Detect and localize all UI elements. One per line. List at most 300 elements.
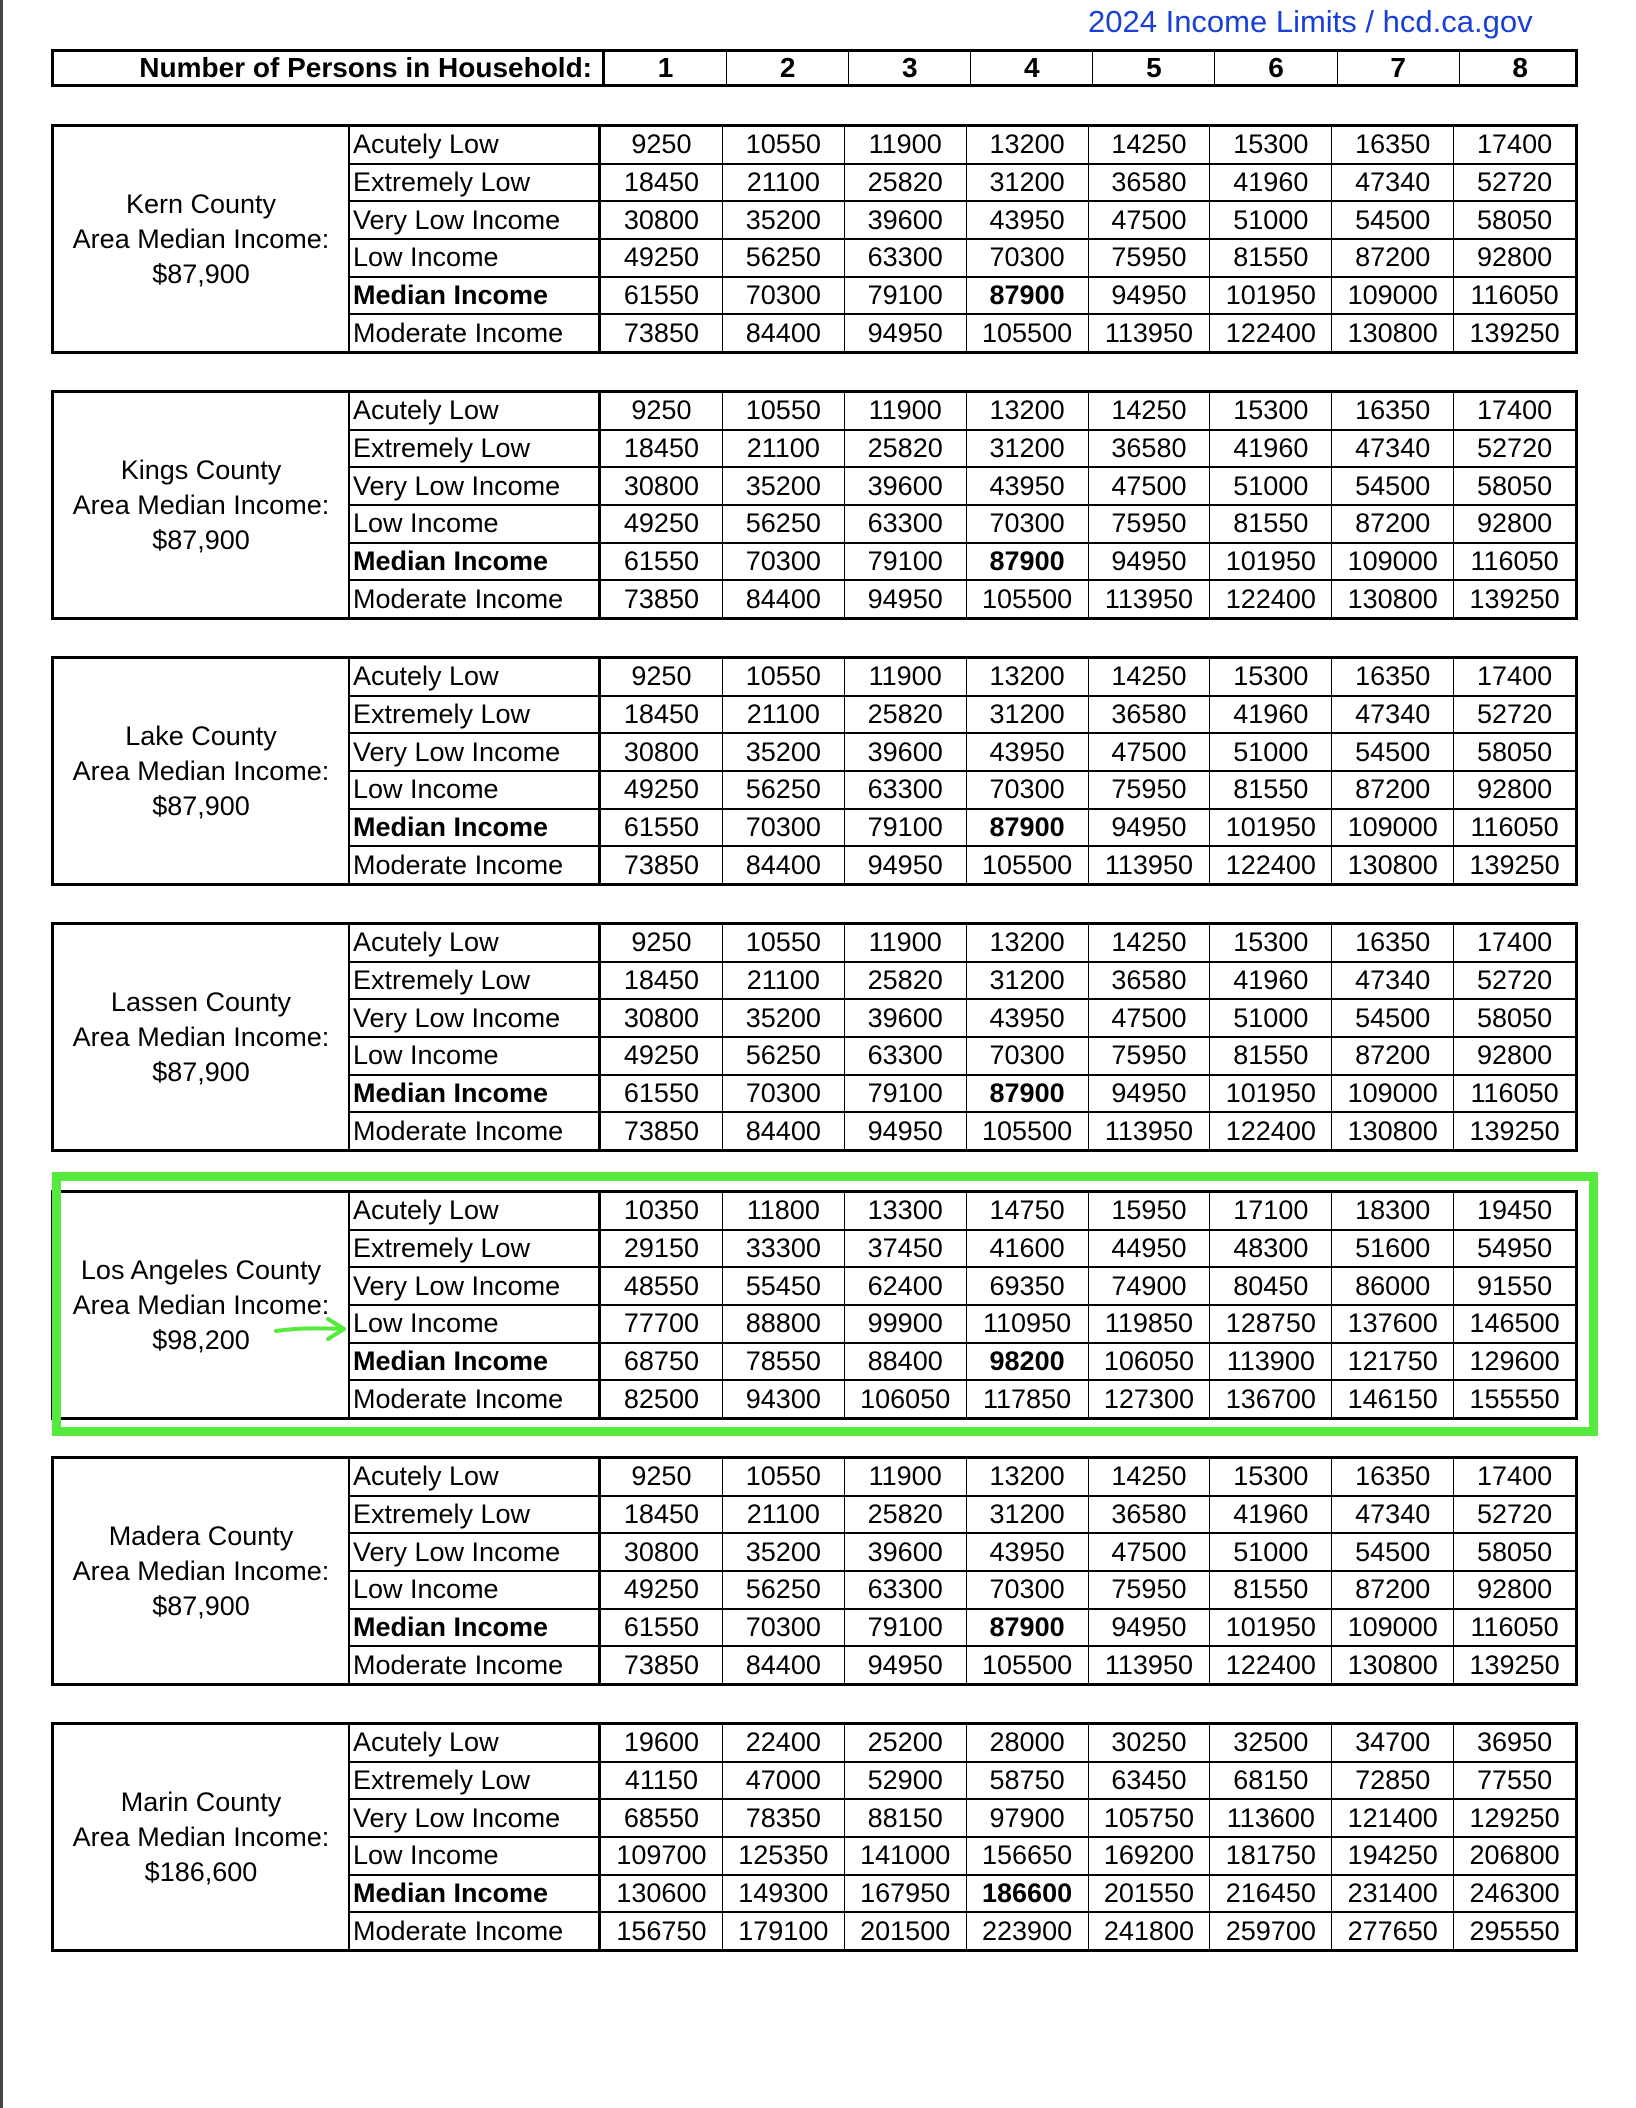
income-value: 39600 bbox=[844, 202, 966, 238]
income-value: 105750 bbox=[1088, 1800, 1210, 1836]
income-value: 63300 bbox=[844, 240, 966, 276]
income-value: 14250 bbox=[1088, 659, 1210, 695]
income-row bbox=[350, 732, 1575, 770]
ami-label: Area Median Income: bbox=[72, 489, 330, 520]
income-value: 101950 bbox=[1209, 810, 1331, 846]
income-row bbox=[350, 504, 1575, 542]
income-value: 92800 bbox=[1453, 1038, 1575, 1074]
income-category: Low Income bbox=[350, 1306, 600, 1342]
income-value: 9250 bbox=[600, 1459, 722, 1495]
income-value: 35200 bbox=[722, 468, 844, 504]
income-row bbox=[350, 1036, 1575, 1074]
income-value: 31200 bbox=[966, 1497, 1088, 1533]
income-row bbox=[350, 1459, 1575, 1495]
income-value: 87900 bbox=[966, 1610, 1088, 1646]
income-value: 15300 bbox=[1209, 659, 1331, 695]
income-value: 101950 bbox=[1209, 544, 1331, 580]
income-value: 98200 bbox=[966, 1344, 1088, 1380]
income-rows bbox=[350, 1725, 1575, 1949]
ami-label: Area Median Income: bbox=[72, 1289, 330, 1320]
income-value: 52720 bbox=[1453, 431, 1575, 467]
income-value: 61550 bbox=[600, 278, 722, 314]
income-value: 49250 bbox=[600, 772, 722, 808]
household-size-label: Number of Persons in Household: bbox=[54, 52, 604, 84]
income-value: 21100 bbox=[722, 963, 844, 999]
income-value: 73850 bbox=[600, 1647, 722, 1683]
ami-value: $87,900 bbox=[152, 258, 250, 289]
income-row bbox=[350, 1874, 1575, 1912]
income-value: 63450 bbox=[1088, 1763, 1210, 1799]
income-value: 94950 bbox=[1088, 1610, 1210, 1646]
income-category: Acutely Low bbox=[350, 127, 600, 163]
income-value: 130800 bbox=[1331, 1647, 1453, 1683]
ami-label: Area Median Income: bbox=[72, 1821, 330, 1852]
income-value: 105500 bbox=[966, 581, 1088, 617]
income-value: 91550 bbox=[1453, 1268, 1575, 1304]
income-value: 63300 bbox=[844, 1572, 966, 1608]
income-category: Median Income bbox=[350, 1876, 600, 1912]
income-value: 101950 bbox=[1209, 1076, 1331, 1112]
income-value: 47500 bbox=[1088, 734, 1210, 770]
income-category: Acutely Low bbox=[350, 393, 600, 429]
income-value: 70300 bbox=[722, 810, 844, 846]
income-value: 122400 bbox=[1209, 315, 1331, 351]
income-value: 18300 bbox=[1331, 1193, 1453, 1229]
ami-value: $87,900 bbox=[152, 524, 250, 555]
income-value: 169200 bbox=[1088, 1838, 1210, 1874]
income-category: Median Income bbox=[350, 278, 600, 314]
income-value: 43950 bbox=[966, 1000, 1088, 1036]
persons-4: 4 bbox=[970, 52, 1092, 84]
ami-value: $98,200 bbox=[152, 1324, 250, 1355]
income-value: 70300 bbox=[966, 1572, 1088, 1608]
income-category: Extremely Low bbox=[350, 1763, 600, 1799]
income-value: 87900 bbox=[966, 810, 1088, 846]
income-value: 74900 bbox=[1088, 1268, 1210, 1304]
ami-label: Area Median Income: bbox=[72, 1555, 330, 1586]
income-value: 30800 bbox=[600, 1000, 722, 1036]
income-value: 54950 bbox=[1453, 1231, 1575, 1267]
county-block bbox=[51, 1722, 1578, 1952]
income-value: 10550 bbox=[722, 925, 844, 961]
income-category: Low Income bbox=[350, 240, 600, 276]
income-value: 32500 bbox=[1209, 1725, 1331, 1761]
income-category: Extremely Low bbox=[350, 697, 600, 733]
income-category: Moderate Income bbox=[350, 1113, 600, 1149]
income-value: 49250 bbox=[600, 506, 722, 542]
income-value: 30800 bbox=[600, 734, 722, 770]
income-value: 130800 bbox=[1331, 1113, 1453, 1149]
income-value: 18450 bbox=[600, 1497, 722, 1533]
income-value: 73850 bbox=[600, 1113, 722, 1149]
income-value: 94300 bbox=[722, 1381, 844, 1417]
income-value: 79100 bbox=[844, 1076, 966, 1112]
ami-label: Area Median Income: bbox=[72, 223, 330, 254]
income-value: 41960 bbox=[1209, 431, 1331, 467]
income-value: 137600 bbox=[1331, 1306, 1453, 1342]
county-name: Kings County bbox=[120, 454, 282, 485]
income-value: 9250 bbox=[600, 925, 722, 961]
county-info bbox=[54, 393, 350, 617]
income-value: 116050 bbox=[1453, 1610, 1575, 1646]
income-value: 129600 bbox=[1453, 1344, 1575, 1380]
income-value: 116050 bbox=[1453, 278, 1575, 314]
income-value: 113950 bbox=[1088, 315, 1210, 351]
income-value: 106050 bbox=[1088, 1344, 1210, 1380]
income-value: 109000 bbox=[1331, 544, 1453, 580]
income-row bbox=[350, 1342, 1575, 1380]
income-value: 68150 bbox=[1209, 1763, 1331, 1799]
income-value: 17400 bbox=[1453, 1459, 1575, 1495]
income-category: Moderate Income bbox=[350, 1647, 600, 1683]
income-value: 41600 bbox=[966, 1231, 1088, 1267]
income-value: 186600 bbox=[966, 1876, 1088, 1912]
income-value: 122400 bbox=[1209, 1113, 1331, 1149]
income-value: 84400 bbox=[722, 847, 844, 883]
income-category: Acutely Low bbox=[350, 1459, 600, 1495]
income-category: Low Income bbox=[350, 772, 600, 808]
income-value: 11900 bbox=[844, 127, 966, 163]
income-value: 16350 bbox=[1331, 659, 1453, 695]
income-value: 56250 bbox=[722, 1038, 844, 1074]
income-value: 36580 bbox=[1088, 431, 1210, 467]
income-value: 47500 bbox=[1088, 468, 1210, 504]
income-value: 155550 bbox=[1453, 1381, 1575, 1417]
income-value: 87200 bbox=[1331, 240, 1453, 276]
county-info bbox=[54, 925, 350, 1149]
income-value: 15300 bbox=[1209, 127, 1331, 163]
income-category: Median Income bbox=[350, 1076, 600, 1112]
source-link[interactable]: 2024 Income Limits / hcd.ca.gov bbox=[1088, 4, 1533, 39]
persons-7: 7 bbox=[1337, 52, 1459, 84]
income-value: 56250 bbox=[722, 506, 844, 542]
county-name: Lake County bbox=[125, 720, 277, 751]
income-value: 10350 bbox=[600, 1193, 722, 1229]
income-row bbox=[350, 1798, 1575, 1836]
income-value: 122400 bbox=[1209, 1647, 1331, 1683]
income-value: 94950 bbox=[1088, 810, 1210, 846]
income-value: 94950 bbox=[844, 315, 966, 351]
income-row bbox=[350, 1645, 1575, 1683]
income-value: 25820 bbox=[844, 165, 966, 201]
income-value: 25820 bbox=[844, 1497, 966, 1533]
income-category: Acutely Low bbox=[350, 659, 600, 695]
income-row bbox=[350, 1532, 1575, 1570]
income-row bbox=[350, 466, 1575, 504]
income-value: 47500 bbox=[1088, 202, 1210, 238]
income-value: 109000 bbox=[1331, 278, 1453, 314]
income-value: 75950 bbox=[1088, 240, 1210, 276]
income-value: 106050 bbox=[844, 1381, 966, 1417]
income-value: 21100 bbox=[722, 1497, 844, 1533]
income-value: 70300 bbox=[966, 506, 1088, 542]
income-value: 109000 bbox=[1331, 1610, 1453, 1646]
income-value: 49250 bbox=[600, 1038, 722, 1074]
income-value: 22400 bbox=[722, 1725, 844, 1761]
income-value: 37450 bbox=[844, 1231, 966, 1267]
income-value: 75950 bbox=[1088, 1038, 1210, 1074]
income-value: 194250 bbox=[1331, 1838, 1453, 1874]
income-value: 10550 bbox=[722, 1459, 844, 1495]
income-value: 52720 bbox=[1453, 1497, 1575, 1533]
income-value: 241800 bbox=[1088, 1913, 1210, 1949]
income-value: 181750 bbox=[1209, 1838, 1331, 1874]
county-info-text bbox=[73, 1519, 330, 1624]
income-category: Low Income bbox=[350, 1038, 600, 1074]
income-value: 295550 bbox=[1453, 1913, 1575, 1949]
income-value: 139250 bbox=[1453, 1113, 1575, 1149]
income-row bbox=[350, 127, 1575, 163]
income-value: 17400 bbox=[1453, 393, 1575, 429]
income-value: 87900 bbox=[966, 1076, 1088, 1112]
income-value: 69350 bbox=[966, 1268, 1088, 1304]
income-value: 79100 bbox=[844, 278, 966, 314]
income-value: 34700 bbox=[1331, 1725, 1453, 1761]
income-value: 87200 bbox=[1331, 772, 1453, 808]
income-value: 88150 bbox=[844, 1800, 966, 1836]
county-block bbox=[51, 1456, 1578, 1686]
income-value: 25820 bbox=[844, 963, 966, 999]
income-value: 156650 bbox=[966, 1838, 1088, 1874]
income-value: 259700 bbox=[1209, 1913, 1331, 1949]
income-value: 58050 bbox=[1453, 1534, 1575, 1570]
income-value: 79100 bbox=[844, 544, 966, 580]
income-category: Very Low Income bbox=[350, 1000, 600, 1036]
income-value: 49250 bbox=[600, 1572, 722, 1608]
county-info bbox=[54, 1459, 350, 1683]
income-category: Very Low Income bbox=[350, 1800, 600, 1836]
income-value: 81550 bbox=[1209, 1038, 1331, 1074]
income-row bbox=[350, 998, 1575, 1036]
income-value: 13200 bbox=[966, 925, 1088, 961]
income-value: 63300 bbox=[844, 506, 966, 542]
income-row bbox=[350, 579, 1575, 617]
income-value: 206800 bbox=[1453, 1838, 1575, 1874]
income-value: 47500 bbox=[1088, 1534, 1210, 1570]
ami-value: $87,900 bbox=[152, 1056, 250, 1087]
county-name: Lassen County bbox=[110, 986, 292, 1017]
ami-value: $186,600 bbox=[144, 1856, 258, 1887]
income-value: 30800 bbox=[600, 1534, 722, 1570]
income-value: 99900 bbox=[844, 1306, 966, 1342]
income-row bbox=[350, 925, 1575, 961]
income-rows bbox=[350, 127, 1575, 351]
income-value: 61550 bbox=[600, 1610, 722, 1646]
income-value: 15300 bbox=[1209, 1459, 1331, 1495]
income-value: 179100 bbox=[722, 1913, 844, 1949]
income-value: 31200 bbox=[966, 431, 1088, 467]
income-row bbox=[350, 238, 1575, 276]
income-value: 87900 bbox=[966, 278, 1088, 314]
income-value: 122400 bbox=[1209, 847, 1331, 883]
income-row bbox=[350, 542, 1575, 580]
income-value: 86000 bbox=[1331, 1268, 1453, 1304]
income-value: 72850 bbox=[1331, 1763, 1453, 1799]
income-category: Median Income bbox=[350, 1610, 600, 1646]
income-value: 201500 bbox=[844, 1913, 966, 1949]
income-value: 33300 bbox=[722, 1231, 844, 1267]
county-block bbox=[51, 124, 1578, 354]
income-category: Acutely Low bbox=[350, 1725, 600, 1761]
income-value: 58050 bbox=[1453, 468, 1575, 504]
income-value: 17400 bbox=[1453, 127, 1575, 163]
income-value: 139250 bbox=[1453, 1647, 1575, 1683]
income-category: Acutely Low bbox=[350, 925, 600, 961]
income-value: 16350 bbox=[1331, 1459, 1453, 1495]
income-value: 216450 bbox=[1209, 1876, 1331, 1912]
county-block bbox=[51, 390, 1578, 620]
income-value: 139250 bbox=[1453, 315, 1575, 351]
income-value: 87200 bbox=[1331, 506, 1453, 542]
county-block bbox=[51, 922, 1578, 1152]
income-value: 47500 bbox=[1088, 1000, 1210, 1036]
income-category: Extremely Low bbox=[350, 1497, 600, 1533]
income-value: 51600 bbox=[1331, 1231, 1453, 1267]
income-rows bbox=[350, 925, 1575, 1149]
income-value: 78550 bbox=[722, 1344, 844, 1380]
income-value: 109000 bbox=[1331, 810, 1453, 846]
income-value: 125350 bbox=[722, 1838, 844, 1874]
income-value: 81550 bbox=[1209, 506, 1331, 542]
income-value: 54500 bbox=[1331, 734, 1453, 770]
income-value: 30800 bbox=[600, 468, 722, 504]
income-value: 231400 bbox=[1331, 1876, 1453, 1912]
income-value: 122400 bbox=[1209, 581, 1331, 617]
income-row bbox=[350, 1111, 1575, 1149]
income-category: Extremely Low bbox=[350, 1231, 600, 1267]
income-value: 73850 bbox=[600, 847, 722, 883]
income-value: 79100 bbox=[844, 1610, 966, 1646]
income-value: 13200 bbox=[966, 659, 1088, 695]
income-value: 75950 bbox=[1088, 1572, 1210, 1608]
income-value: 61550 bbox=[600, 1076, 722, 1112]
income-value: 58050 bbox=[1453, 202, 1575, 238]
income-row bbox=[350, 1304, 1575, 1342]
income-value: 18450 bbox=[600, 431, 722, 467]
income-value: 167950 bbox=[844, 1876, 966, 1912]
ami-label: Area Median Income: bbox=[72, 1021, 330, 1052]
county-block bbox=[51, 1190, 1578, 1420]
ami-value: $87,900 bbox=[152, 790, 250, 821]
income-value: 84400 bbox=[722, 315, 844, 351]
income-value: 94950 bbox=[1088, 278, 1210, 314]
county-block bbox=[51, 656, 1578, 886]
income-value: 146150 bbox=[1331, 1381, 1453, 1417]
income-value: 15300 bbox=[1209, 925, 1331, 961]
persons-1: 1 bbox=[604, 52, 726, 84]
income-value: 17100 bbox=[1209, 1193, 1331, 1229]
income-value: 13200 bbox=[966, 1459, 1088, 1495]
income-value: 51000 bbox=[1209, 734, 1331, 770]
income-value: 70300 bbox=[966, 1038, 1088, 1074]
income-value: 55450 bbox=[722, 1268, 844, 1304]
income-value: 113900 bbox=[1209, 1344, 1331, 1380]
income-value: 97900 bbox=[966, 1800, 1088, 1836]
income-category: Median Income bbox=[350, 544, 600, 580]
ami-label: Area Median Income: bbox=[72, 755, 330, 786]
income-value: 36580 bbox=[1088, 963, 1210, 999]
income-row bbox=[350, 163, 1575, 201]
income-value: 52720 bbox=[1453, 697, 1575, 733]
income-value: 39600 bbox=[844, 1000, 966, 1036]
income-category: Median Income bbox=[350, 810, 600, 846]
income-value: 31200 bbox=[966, 697, 1088, 733]
income-category: Moderate Income bbox=[350, 315, 600, 351]
income-value: 146500 bbox=[1453, 1306, 1575, 1342]
income-value: 141000 bbox=[844, 1838, 966, 1874]
income-row bbox=[350, 1761, 1575, 1799]
income-value: 92800 bbox=[1453, 1572, 1575, 1608]
income-value: 36950 bbox=[1453, 1725, 1575, 1761]
income-rows bbox=[350, 659, 1575, 883]
income-value: 10550 bbox=[722, 659, 844, 695]
income-value: 277650 bbox=[1331, 1913, 1453, 1949]
income-category: Moderate Income bbox=[350, 581, 600, 617]
income-value: 16350 bbox=[1331, 127, 1453, 163]
income-value: 11800 bbox=[722, 1193, 844, 1229]
income-value: 94950 bbox=[844, 1113, 966, 1149]
income-value: 58050 bbox=[1453, 1000, 1575, 1036]
income-value: 130800 bbox=[1331, 315, 1453, 351]
income-value: 19600 bbox=[600, 1725, 722, 1761]
income-value: 13200 bbox=[966, 393, 1088, 429]
income-row bbox=[350, 1608, 1575, 1646]
income-value: 47340 bbox=[1331, 963, 1453, 999]
income-value: 94950 bbox=[1088, 1076, 1210, 1112]
income-value: 94950 bbox=[844, 847, 966, 883]
income-value: 25820 bbox=[844, 697, 966, 733]
income-value: 18450 bbox=[600, 165, 722, 201]
income-row bbox=[350, 770, 1575, 808]
income-rows bbox=[350, 1459, 1575, 1683]
income-value: 94950 bbox=[844, 581, 966, 617]
income-category: Very Low Income bbox=[350, 1534, 600, 1570]
income-value: 30250 bbox=[1088, 1725, 1210, 1761]
income-value: 11900 bbox=[844, 1459, 966, 1495]
income-value: 87900 bbox=[966, 544, 1088, 580]
income-value: 35200 bbox=[722, 734, 844, 770]
income-value: 43950 bbox=[966, 468, 1088, 504]
income-value: 16350 bbox=[1331, 393, 1453, 429]
income-category: Very Low Income bbox=[350, 1268, 600, 1304]
county-info bbox=[54, 659, 350, 883]
income-category: Low Income bbox=[350, 506, 600, 542]
income-value: 101950 bbox=[1209, 1610, 1331, 1646]
income-value: 79100 bbox=[844, 810, 966, 846]
income-value: 9250 bbox=[600, 659, 722, 695]
income-row bbox=[350, 1074, 1575, 1112]
income-value: 13300 bbox=[844, 1193, 966, 1229]
income-rows bbox=[350, 1193, 1575, 1417]
income-value: 21100 bbox=[722, 431, 844, 467]
income-value: 54500 bbox=[1331, 202, 1453, 238]
income-value: 39600 bbox=[844, 734, 966, 770]
income-value: 47340 bbox=[1331, 697, 1453, 733]
income-value: 47340 bbox=[1331, 165, 1453, 201]
county-info-text bbox=[73, 453, 330, 558]
income-category: Moderate Income bbox=[350, 847, 600, 883]
income-value: 29150 bbox=[600, 1231, 722, 1267]
income-value: 14250 bbox=[1088, 1459, 1210, 1495]
income-category: Extremely Low bbox=[350, 431, 600, 467]
income-value: 128750 bbox=[1209, 1306, 1331, 1342]
income-value: 156750 bbox=[600, 1913, 722, 1949]
income-value: 73850 bbox=[600, 581, 722, 617]
income-value: 84400 bbox=[722, 581, 844, 617]
income-value: 17400 bbox=[1453, 659, 1575, 695]
income-value: 31200 bbox=[966, 165, 1088, 201]
income-value: 101950 bbox=[1209, 278, 1331, 314]
